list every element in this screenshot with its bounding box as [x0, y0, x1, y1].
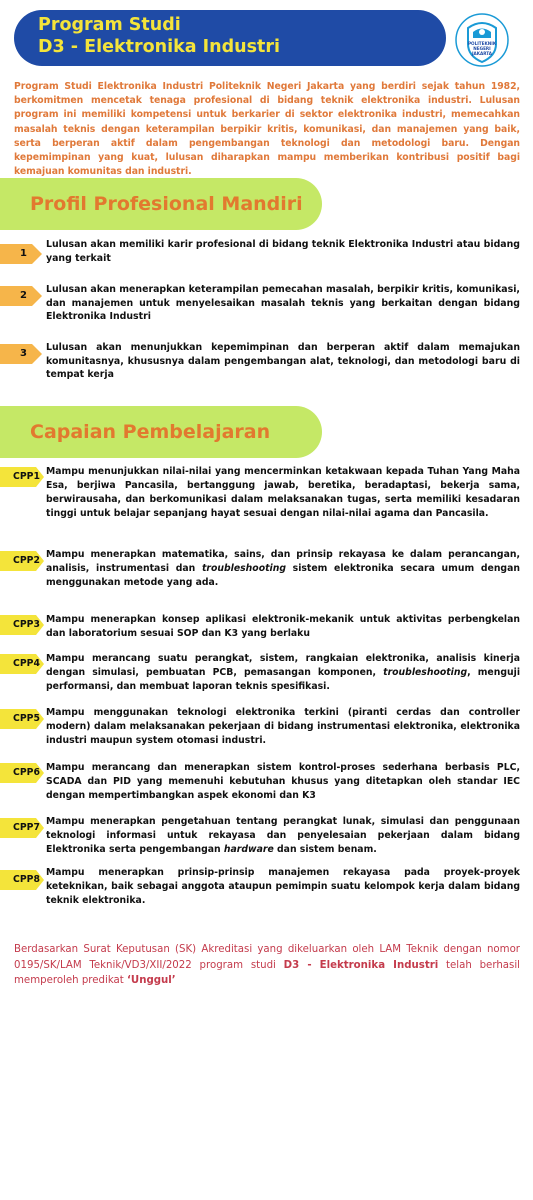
pnj-logo	[454, 12, 510, 68]
profile-item-2: Lulusan akan menerapkan keterampilan pemecahan masalah, berpikir kritis, komunikasi, dan manajemen untuk menyelesaikan masalah teknis yang berkaitan dengan bidang Elektronika Industri	[46, 284, 520, 322]
cpp-badge-5	[0, 709, 44, 729]
logo-text-1: POLITEKNIK	[467, 41, 497, 46]
cpp-badge-1	[0, 467, 44, 487]
cpp-item-2	[46, 548, 520, 590]
cpp-item-3: Mampu menerapkan konsep aplikasi elektronik-mekanik untuk aktivitas perbengkelan dan laboratorium sesuai SOP dan K3 yang berlaku	[46, 614, 520, 640]
cpp-badge-7	[0, 818, 44, 838]
accreditation-program: D3 - Elektronika Industri	[283, 959, 439, 971]
logo-text-3: JAKARTA	[471, 51, 493, 56]
cpp-badge-8	[0, 870, 44, 890]
cpp-badge-6	[0, 763, 44, 783]
cpp-item-4-text-b: , menguji performansi, dan membuat laporan teknis spesifikasi.	[46, 667, 521, 693]
cpp-badge-3	[0, 615, 44, 635]
cpp-code-5: CPP5	[13, 713, 40, 724]
accreditation-note	[14, 942, 520, 989]
cpp-item-8: Mampu menerapkan prinsip-prinsip manajemen rekayasa pada proyek-proyek keteknikan, baik sebagai anggota ataupun pemimpin suatu kelompok kerja dalam bidang teknik elektronika.	[46, 867, 520, 907]
cpp-badge-2	[0, 551, 44, 571]
section-title-outcomes: Capaian Pembelajaran	[30, 421, 271, 443]
cpp-code-3: CPP3	[13, 619, 40, 630]
cpp-item-7-text-b: dan sistem benam.	[273, 844, 377, 856]
section-title-profile: Profil Profesional Mandiri	[30, 193, 303, 215]
profile-number-badge-3	[0, 344, 42, 364]
accreditation-predicate: ‘Unggul’	[127, 975, 176, 987]
cpp-item-7	[46, 815, 520, 857]
profile-number-3: 3	[20, 348, 27, 359]
profile-number-badge-1	[0, 244, 42, 264]
profile-item-1: Lulusan akan memiliki karir profesional di bidang teknik Elektronika Industri atau bidang yang terkait	[46, 239, 520, 264]
cpp-item-6: Mampu merancang dan menerapkan sistem kontrol-proses sederhana berbasis PLC, SCADA dan PID yang memenuhi kebutuhan khusus yang ditetapkan oleh standar IEC dengan mempertimbangkan aspek ekonomi dan K3	[46, 762, 520, 802]
cpp-code-1: CPP1	[13, 471, 40, 482]
cpp-item-4-text-a: Mampu merancang suatu perangkat, sistem, rangkaian elektronika, analisis kinerja dengan simulasi, pembuatan PCB, pemasangan komponen,	[46, 653, 520, 679]
cpp-item-4	[46, 652, 520, 694]
profile-number-1: 1	[20, 248, 27, 259]
header-title-line2: D3 - Elektronika Industri	[38, 37, 280, 57]
accreditation-text-b: telah berhasil memperoleh predikat	[14, 959, 521, 987]
cpp-code-2: CPP2	[13, 555, 40, 566]
profile-item-3: Lulusan akan menunjukkan kepemimpinan dan berperan aktif dalam memajukan komunitasnya, khususnya dalam pengembangan alat, teknologi, dan metodologi baru di tempat kerja	[46, 342, 520, 380]
profile-number-2: 2	[20, 290, 27, 301]
cpp-code-6: CPP6	[13, 767, 40, 778]
cpp-item-7-text-a: Mampu menerapkan pengetahuan tentang perangkat lunak, simulasi dan penggunaan teknologi informasi untuk rekayasa dan penyelesaian pekerjaan dalam bidang Elektronika serta pengembangan	[46, 816, 520, 856]
cpp-code-4: CPP4	[13, 658, 40, 669]
cpp-item-7-emphasis: hardware	[223, 844, 274, 856]
header-banner	[14, 10, 446, 66]
accreditation-text-a: Berdasarkan Surat Keputusan (SK) Akreditasi yang dikeluarkan oleh LAM Teknik dengan nomor 0195/SK/LAM Teknik/VD3/XII/2022 program studi	[14, 944, 520, 971]
cpp-code-8: CPP8	[13, 874, 40, 885]
cpp-badge-4	[0, 654, 44, 674]
cpp-item-2-text-a: Mampu menerapkan matematika, sains, dan prinsip rekayasa ke dalam perancangan, analisis, instrumentasi dan	[46, 549, 520, 575]
cpp-item-2-text-b: sistem elektronika secara umum dengan menggunakan metode yang ada.	[46, 563, 520, 589]
intro-paragraph: Program Studi Elektronika Industri Politeknik Negeri Jakarta yang berdiri sejak tahun 1982, berkomitmen mencetak tenaga profesional di bidang teknik elektronika industri. Lulusan program ini memiliki kompetensi untuk berkarier di sektor elektronika industri, memecahkan masalah teknis dengan keterampilan berpikir kritis, komunikasi, dan manajemen yang baik, serta berperan aktif dalam pengembangan teknologi dan metodologi baru. Dengan kepemimpinan yang kuat, lulusan diharapkan mampu memberikan kontribusi positif bagi kemajuan komunitas dan industri.	[14, 81, 520, 178]
profile-number-badge-2	[0, 286, 42, 306]
header-title-line1: Program Studi	[38, 15, 181, 35]
cpp-item-5: Mampu menggunakan teknologi elektronika terkini (piranti cerdas dan controller modern) dalam melaksanakan pekerjaan di bidang instrumentasi elektronika, elektronika industri maupun system otomasi industri.	[46, 707, 520, 747]
logo-text-2: NEGERI	[473, 46, 491, 51]
cpp-code-7: CPP7	[13, 822, 40, 833]
cpp-item-4-emphasis: troubleshooting	[383, 667, 468, 679]
cpp-item-1: Mampu menunjukkan nilai-nilai yang mencerminkan ketakwaan kepada Tuhan Yang Maha Esa, berjiwa Pancasila, bertanggung jawab, beretika, beradaptasi, bekerja sama, berwirausaha, dan berkomunikasi dalam melaksanakan tugas, serta memiliki kesadaran tinggi untuk belajar sepanjang hayat sesuai dengan nilai-nilai agama dan Pancasila.	[46, 466, 520, 520]
cpp-item-2-emphasis: troubleshooting	[201, 563, 286, 575]
